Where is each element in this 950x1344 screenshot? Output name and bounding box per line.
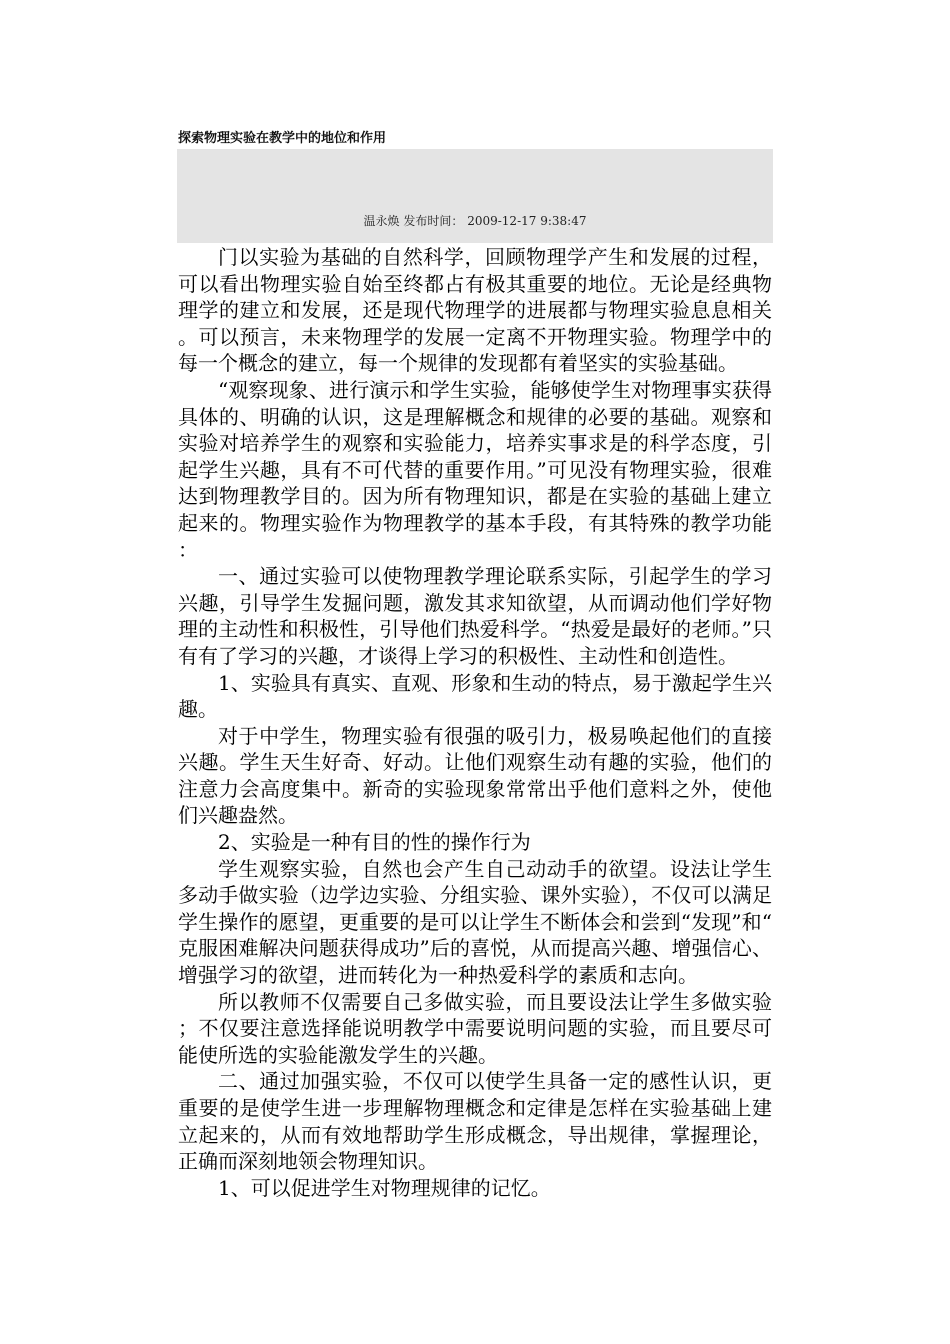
paragraph: 一、通过实验可以使物理教学理论联系实际，引起学生的学习兴趣，引导学生发掘问题，激发其求知欲望，从而调动他们学好物理的主动性和积极性，引导他们热爱科学。“热爱是最好的老师。”只有有了学习的兴趣，才谈得上学习的积极性、主动性和创造性。: [178, 564, 772, 668]
paragraph: 1、实验具有真实、直观、形象和生动的特点，易于激起学生兴趣。: [178, 670, 772, 722]
paragraph: 2、实验是一种有目的性的操作行为: [218, 830, 531, 855]
paragraph: 对于中学生，物理实验有很强的吸引力，极易唤起他们的直接兴趣。学生天生好奇、好动。让他们观察生动有趣的实验，他们的注意力会高度集中。新奇的实验现象常常出乎他们意料之外，使他们兴趣盎然。: [178, 723, 772, 828]
paragraph: 所以教师不仅需要自己多做实验，而且要设法让学生多做实验；不仅要注意选择能说明教学中需要说明问题的实验，而且要尽可能使所选的实验能激发学生的兴趣。: [178, 989, 772, 1067]
published-label: 发布时间：: [403, 214, 464, 228]
paragraph: “观察现象、进行演示和学生实验，能够使学生对物理事实获得具体的、明确的认识，这是理解概念和规律的必要的基础。观察和实验对培养学生的观察和实验能力，培养实事求是的科学态度，引起学生兴趣，具有不可代替的重要作用。”可见没有物理实验，很难达到物理教学目的。因为所有物理知识，都是在实验的基础上建立起来的。物理实验作为物理教学的基本手段，有其特殊的教学功能：: [178, 377, 772, 562]
article-meta: [177, 212, 773, 229]
paragraph: 学生观察实验，自然也会产生自己动动手的欲望。设法让学生多动手做实验（边学边实验、分组实验、课外实验），不仅可以满足学生操作的愿望，更重要的是可以让学生不断体会和尝到“发现”和“克服困难解决问题获得成功”后的喜悦，从而提高兴趣、增强信心、增强学习的欲望，进而转化为一种热爱科学的素质和志向。: [178, 856, 772, 988]
paragraph: 1、可以促进学生对物理规律的记忆。: [218, 1175, 551, 1200]
paragraph: 二、通过加强实验，不仅可以使学生具备一定的感性认识，更重要的是使学生进一步理解物理概念和定律是怎样在实验基础上建立起来的，从而有效地帮助学生形成概念，导出规律，掌握理论，正确而深刻地领会物理知识。: [178, 1069, 772, 1174]
published-time: 2009-12-17 9:38:47: [467, 214, 587, 228]
article-body: [178, 244, 772, 1201]
article-meta-banner: [177, 149, 773, 243]
paragraph: 门以实验为基础的自然科学，回顾物理学产生和发展的过程，可以看出物理实验自始至终都占有极其重要的地位。无论是经典物理学的建立和发展，还是现代物理学的进展都与物理实验息息相关。可以预言，未来物理学的发展一定离不开物理实验。物理学中的每一个概念的建立，每一个规律的发现都有着坚实的实验基础。: [178, 245, 772, 376]
author-name: 温永焕: [363, 214, 400, 228]
article-title: 探索物理实验在教学中的地位和作用: [178, 131, 387, 146]
